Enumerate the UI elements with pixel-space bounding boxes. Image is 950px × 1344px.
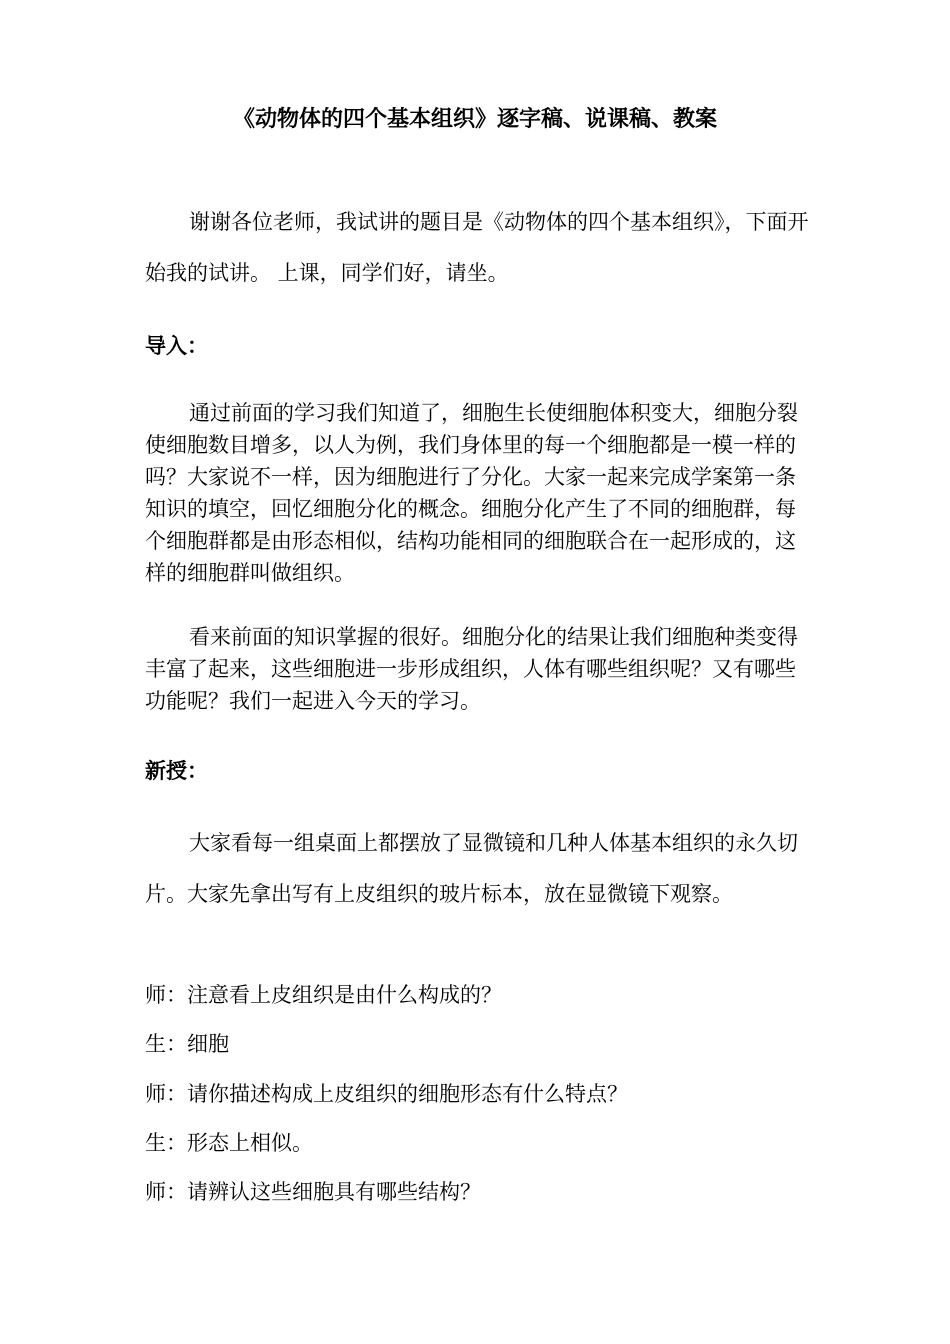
intro-paragraph-2: 看来前面的知识掌握的很好。细胞分化的结果让我们细胞种类变得丰富了起来，这些细胞进一步形成组织，人体有哪些组织呢？又有哪些功能呢？我们一起进入今天的学习。 bbox=[145, 625, 798, 713]
dialogue-line-teacher-2: 师：请你描述构成上皮组织的细胞形态有什么特点？ bbox=[145, 1081, 628, 1106]
opening-paragraph: 谢谢各位老师，我试讲的题目是《动物体的四个基本组织》，下面开始我的试讲。 上课，同学们好，请坐。 bbox=[145, 210, 809, 285]
dialogue-line-teacher-1: 师：注意看上皮组织是由什么构成的？ bbox=[145, 983, 502, 1007]
new-lesson-heading: 新授： bbox=[145, 758, 208, 783]
intro-paragraph-1: 通过前面的学习我们知道了，细胞生长使细胞体积变大，细胞分裂使细胞数目增多，以人为例，我们身体里的每一个细胞都是一模一样的吗？大家说不一样，因为细胞进行了分化。大家一起来完成学案第一条知识的填空，回忆细胞分化的概念。细胞分化产生了不同的细胞群，每个细胞群都是由形态相似，结构功能相同的细胞联合在一起形成的，这样的细胞群叫做组织。 bbox=[145, 401, 798, 585]
new-lesson-paragraph: 大家看每一组桌面上都摆放了显微镜和几种人体基本组织的永久切片。大家先拿出写有上皮组织的玻片标本，放在显微镜下观察。 bbox=[145, 831, 798, 906]
intro-heading: 导入： bbox=[145, 333, 208, 358]
dialogue-line-student-2: 生：形态上相似。 bbox=[145, 1130, 313, 1155]
dialogue-line-teacher-3: 师：请辨认这些细胞具有哪些结构？ bbox=[145, 1180, 481, 1205]
dialogue-list bbox=[145, 971, 810, 1217]
document-title: 《动物体的四个基本组织》逐字稿、说课稿、教案 bbox=[232, 106, 717, 132]
dialogue-line-student-1: 生：细胞 bbox=[145, 1032, 229, 1057]
